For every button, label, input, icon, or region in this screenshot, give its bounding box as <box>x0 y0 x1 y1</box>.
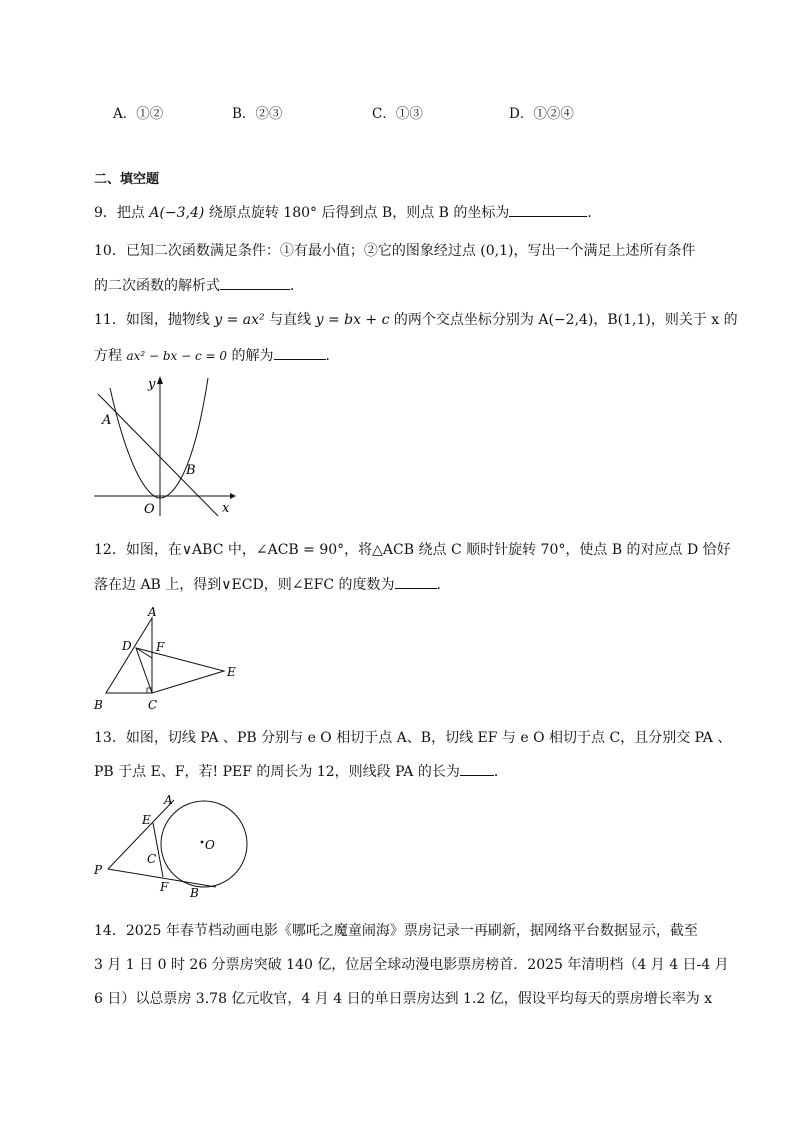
triangle-rotation-figure <box>88 603 248 715</box>
q10-line2: 的二次函数的解析式 <box>94 278 220 294</box>
center-dot <box>201 841 204 844</box>
q12-line1: 12．如图，在∨ABC 中，∠ACB = 90°，将△ACB 绕点 C 顺时针旋转 70°，使点 B 的对应点 D 恰好 <box>94 542 731 558</box>
q9-angle: 180° <box>283 205 318 221</box>
label-c: C <box>147 852 157 866</box>
segment-df <box>136 648 152 658</box>
option-d: D．①②④ <box>509 106 574 122</box>
label-f: F <box>160 880 169 894</box>
triangle-ecd <box>136 648 224 693</box>
q13-end: ． <box>493 764 508 780</box>
answer-blank[interactable] <box>509 202 587 217</box>
point-b-label: B <box>186 463 196 478</box>
q9-end: ． <box>587 205 602 221</box>
q14-line2: 3 月 1 日 0 时 26 分票房突破 140 亿，位居全球动漫电影票房榜首．2025 年清明档（4 月 4 日-4 月 <box>94 957 729 973</box>
label-p: P <box>94 863 103 877</box>
q11-equation: ax² − bx − c = 0 <box>126 349 228 363</box>
question-13-line2 <box>94 761 508 782</box>
label-c: C <box>148 698 158 712</box>
q12-line2: 落在边 AB 上，得到∨ECD，则∠EFC 的度数为 <box>94 577 395 593</box>
q14-line1: 14．2025 年春节档动画电影《哪吒之魔童闹海》票房记录一再刷新，据网络平台数据显示，截至 <box>94 923 698 939</box>
answer-blank[interactable] <box>220 275 290 290</box>
option-c: C．①③ <box>372 106 423 122</box>
question-11-line1 <box>94 310 738 330</box>
label-f: F <box>156 640 165 654</box>
parabola-figure <box>90 372 240 522</box>
y-axis-arrow <box>157 376 163 384</box>
circle-o <box>161 801 247 887</box>
point-a-label: A <box>102 413 112 428</box>
question-10-line2 <box>94 275 304 296</box>
label-o: O <box>205 838 215 852</box>
section-title: 二、填空题 <box>94 172 160 187</box>
q9-mid: 绕原点旋转 <box>204 205 284 221</box>
question-9 <box>94 202 601 223</box>
option-a: A．①② <box>113 106 164 122</box>
triangle-abc <box>106 618 152 693</box>
q13-line2: PB 于点 E、F，若! PEF 的周长为 12，则线段 PA 的长为 <box>94 764 460 780</box>
q11-line2-pre: 方程 <box>94 348 127 364</box>
q11-line1-post: 的两个交点坐标分别为 A(−2,4)，B(1,1)，则关于 x 的 <box>389 312 738 328</box>
q12-end: ． <box>436 577 451 593</box>
question-12-line2 <box>94 574 451 595</box>
q9-post: 后得到点 B，则点 B 的坐标为 <box>317 205 510 221</box>
parabola-curve <box>110 378 208 498</box>
label-e: E <box>142 813 151 827</box>
q13-line1: 13．如图，切线 PA 、PB 分别与 e O 相切于点 A、B，切线 EF 与 e O 相切于点 C，且分别交 PA 、 <box>94 730 732 746</box>
q9-point: A(−3,4) <box>149 205 205 221</box>
q14-line3: 6 日）以总票房 3.78 亿元收官，4 月 4 日的单日票房达到 1.2 亿，假设平均每天的票房增长率为 x <box>94 991 713 1007</box>
label-b: B <box>190 886 199 900</box>
x-label: x <box>222 501 230 516</box>
q11-line2-post: 的解为 <box>227 348 274 364</box>
label-a: A <box>164 793 173 807</box>
q9-pre: 9．把点 <box>94 205 150 221</box>
label-e: E <box>227 665 236 679</box>
q11-line: y = bx + c <box>315 312 390 328</box>
q11-line1-pre: 11．如图，抛物线 <box>94 312 215 328</box>
q11-parabola: y = ax² <box>214 312 265 328</box>
q10-end: ． <box>290 278 304 294</box>
answer-blank[interactable] <box>274 345 326 360</box>
option-b: B．②③ <box>232 106 283 122</box>
label-b: B <box>94 698 103 712</box>
origin-label: O <box>144 502 155 517</box>
q11-end: ． <box>325 348 340 364</box>
y-label: y <box>148 377 156 392</box>
tangent-circle-figure <box>90 790 250 900</box>
x-axis-arrow <box>230 493 236 499</box>
label-d: D <box>122 639 132 653</box>
answer-blank[interactable] <box>460 761 494 776</box>
label-a: A <box>148 605 157 619</box>
q10-line1: 10．已知二次函数满足条件：①有最小值；②它的图象经过点 (0,1)，写出一个满足上述所有条件 <box>94 243 696 259</box>
answer-blank[interactable] <box>395 574 437 589</box>
question-11-line2 <box>94 345 340 366</box>
q11-line1-mid: 与直线 <box>264 312 316 328</box>
